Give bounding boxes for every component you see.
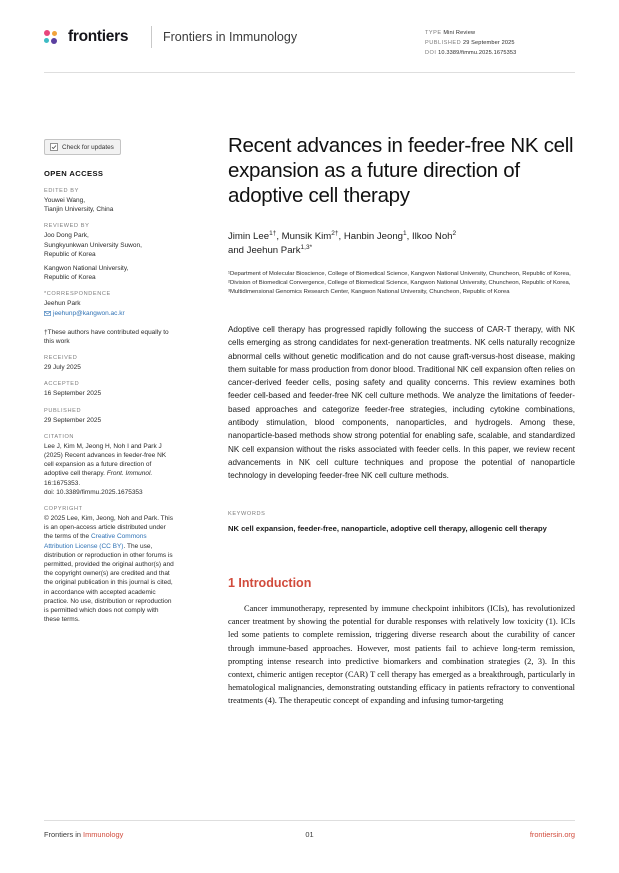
received-label: RECEIVED (44, 355, 78, 362)
reviewed-by-line-4: Kangwon National University, (44, 265, 129, 273)
article-meta (425, 28, 575, 58)
keywords-label: KEYWORDS (228, 510, 266, 517)
reviewed-by-line-3: Republic of Korea (44, 250, 96, 258)
page-title: Recent advances in feeder-free NK cell expansion as a future direction of adoptive cell therapy (228, 134, 574, 207)
crossmark-icon (50, 143, 58, 151)
author-4-sup: 2 (452, 229, 457, 237)
author-list (228, 230, 575, 258)
edited-by-label: EDITED BY (44, 188, 79, 194)
received-block (44, 355, 174, 372)
section-heading-introduction: 1 Introduction (228, 576, 312, 591)
published-block (44, 408, 174, 425)
edited-by-block (44, 188, 174, 214)
journal-name: Frontiers in Immunology (163, 30, 298, 44)
meta-value-type: Mini Review (443, 30, 476, 36)
reviewed-by-block (44, 223, 174, 282)
author-3[interactable]: , Hanbin Jeong (338, 231, 404, 242)
reviewed-by-label: REVIEWED BY (44, 223, 90, 230)
author-1[interactable]: Jimin Lee (228, 231, 270, 242)
reviewed-by-line-1: Joo Dong Park, (44, 232, 89, 240)
received-date: 29 July 2025 (44, 364, 81, 372)
footer-rule (44, 820, 575, 821)
citation-text (44, 442, 174, 488)
accepted-date: 16 September 2025 (44, 390, 102, 398)
footer-journal-accent: Immunology (83, 830, 124, 839)
abstract-text: Adoptive cell therapy has progressed rapidly following the success of CAR-T therapy, with NK cells emerging as strong candidates for next-generation treatments. NK cells naturally recognize abnormal cells without genetic modification and do not cause graft-versus-host disease, making them suitable for mass production from donor blood. Traditional NK cell expansion often relies on cancer-derived feeder cells, posing safety and quality concerns. This review examines both feeder cell-based and feeder-free NK cell culture methods. We analyze the limitations of feeder-based approaches and categorize feeder-free strategies, including cytokine combinations, antibody stimulation, blood components, nanoparticles, and hydrogels. Among these, nanoparticle-based methods show strong potential for enabling safe, scalable, and standardized NK cell expansion without the risks associated with feeder cells. In this paper, we review recent advancements in NK cell culture techniques and propose the potential of nanoparticle technology in developing feeder-free NK cell culture methods. (228, 325, 575, 481)
author-5-sup: 1,3* (300, 243, 313, 251)
check-for-updates-label: Check for updates (62, 143, 114, 151)
author-2-sup: 2† (331, 229, 339, 237)
copyright-text (44, 514, 174, 624)
equal-contribution-note (44, 328, 174, 346)
header-rule (44, 72, 575, 73)
meta-label-doi: DOI (425, 50, 437, 56)
meta-label-type: TYPE (425, 30, 442, 36)
edited-by-line-2: Tianjin University, China (44, 206, 114, 214)
published-label: PUBLISHED (44, 407, 82, 414)
header-divider (151, 26, 152, 48)
meta-row-doi[interactable] (425, 48, 575, 58)
correspondence-email-link[interactable]: jeehunp@kangwon.ac.kr (53, 309, 125, 317)
edited-by-line-1: Youwei Wang, (44, 197, 86, 204)
citation-block (44, 434, 174, 497)
meta-value-published: 29 September 2025 (462, 40, 515, 46)
copyright-part-2: . The use, distribution or reproduction in other forums is permitted, provided the original author(s) and the copyright owner(s) are credited and that the original publication in this journal is cited, in accordance with accepted academic practice. No use, distribution or reproduction is permitted which does not comply with these terms. (44, 542, 174, 624)
page-header (44, 28, 575, 66)
meta-value-doi[interactable]: 10.3389/fimmu.2025.1675353 (438, 50, 517, 56)
meta-row-type (425, 28, 575, 38)
correspondence-name: Jeehun Park (44, 300, 81, 308)
frontiers-logo[interactable] (44, 28, 128, 46)
affiliations: ¹Department of Molecular Bioscience, College of Biomedical Science, Kangwon National University, Chuncheon, Republic of Korea, ²Division of Biomedical Convergence, College of Biomedical Science, Kangwon National University, Chuncheon, Republic of Korea, ³Multidimensional Genomics Research Center, Kangwon National University, Chuncheon, Republic of Korea (228, 271, 571, 295)
equal-contribution-text: †These authors have contributed equally to this work (44, 328, 169, 346)
footer-website[interactable]: frontiersin.org (529, 830, 575, 839)
correspondence-block (44, 291, 174, 318)
check-for-updates-button[interactable] (44, 139, 121, 155)
author-3-sup: 1 (403, 229, 407, 237)
brand-name: frontiers (68, 28, 129, 45)
page-footer (44, 830, 575, 844)
citation-volume: 16:1675353. (44, 479, 81, 487)
copyright-part-1: © 2025 Lee, Kim, Jeong, Noh and Park. This is an open-access article distributed under the terms of the (44, 515, 173, 541)
correspondence-label: *CORRESPONDENCE (44, 291, 111, 298)
footer-page-number: 01 (305, 830, 314, 839)
keywords-text: NK cell expansion, feeder-free, nanoparticle, adoptive cell therapy, allogenic cell therapy (228, 523, 547, 533)
copyright-label: COPYRIGHT (44, 506, 83, 513)
citation-doi[interactable]: doi: 10.3389/fimmu.2025.1675353 (44, 488, 143, 496)
author-5[interactable]: and Jeehun Park (228, 245, 301, 256)
open-access-label: OPEN ACCESS (44, 169, 104, 178)
correspondence-email-row[interactable] (44, 309, 174, 319)
introduction-paragraph: Cancer immunotherapy, represented by immune checkpoint inhibitors (ICIs), has revolutionized cancer treatment by showing the potential for durable responses with relatively low toxicity (1). ICIs led some patients to complete remission, triggering diverse research about the curability of cancer through immune-based approaches. However, most patients fail to achieve long-term remission, prompting intense research into predictive biomarkers and combination strategies (2, 3). In this context, chimeric antigen receptor (CAR) T cell therapy has emerged as a breakthrough, particularly in hematological malignancies, demonstrating outstanding efficacy in patients refractory to conventional treatments (4). The therapeutic concept of expanding and infusing tumor-targeting (228, 604, 575, 706)
accepted-block (44, 381, 174, 398)
frontiers-mark-icon (44, 30, 59, 45)
author-1-sup: 1† (269, 229, 277, 237)
license-link[interactable]: Creative Commons Attribution License (CC BY) (44, 533, 147, 550)
published-date: 29 September 2025 (44, 416, 102, 424)
article-main (228, 133, 575, 708)
sidebar (44, 138, 174, 634)
reviewed-by-line-5: Republic of Korea (44, 274, 96, 282)
footer-journal-plain: Frontiers in (44, 830, 84, 839)
citation-main: Lee J, Kim M, Jeong H, Noh I and Park J (2025) Recent advances in feeder-free NK cell expansion as a future direction of adoptive cell therapy. (44, 442, 167, 478)
author-2[interactable]: , Munsik Kim (276, 231, 332, 242)
copyright-block (44, 506, 174, 624)
meta-row-published (425, 38, 575, 48)
email-icon (44, 310, 51, 319)
accepted-label: ACCEPTED (44, 381, 80, 388)
citation-label: CITATION (44, 433, 75, 440)
citation-journal: Front. Immunol. (106, 470, 153, 478)
reviewed-by-line-2: Sungkyunkwan University Suwon, (44, 241, 142, 249)
author-4[interactable]: , Ilkoo Noh (406, 231, 453, 242)
meta-label-published: PUBLISHED (425, 40, 462, 46)
